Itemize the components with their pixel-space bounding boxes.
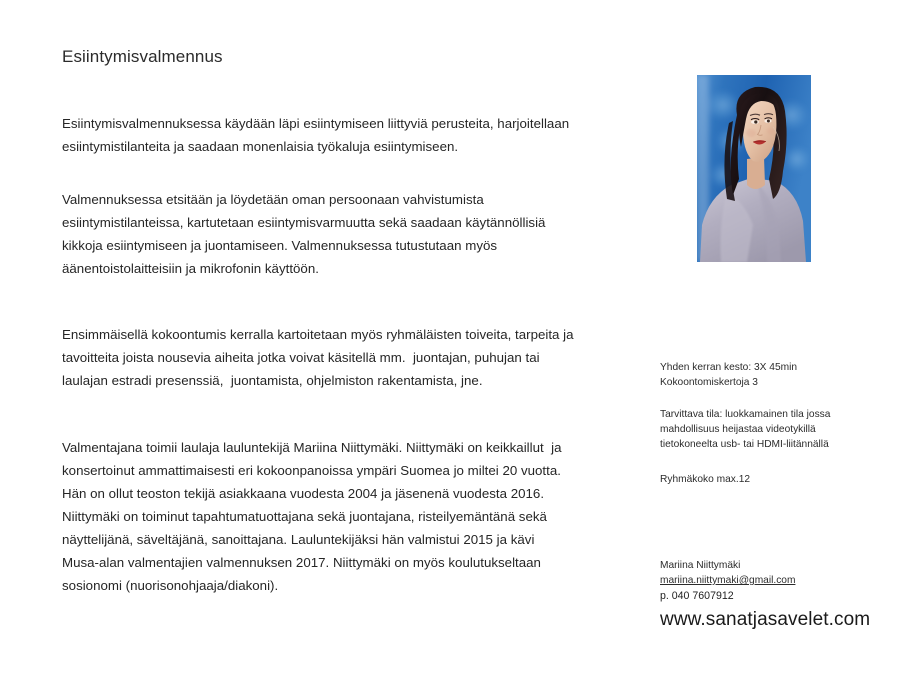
cheek-shading bbox=[767, 128, 775, 135]
contact-email-link[interactable]: mariina.niittymaki@gmail.com bbox=[660, 575, 796, 586]
paragraph-content bbox=[62, 188, 632, 280]
group-size bbox=[660, 472, 910, 487]
detail-line: Kokoontomiskertoja 3 bbox=[660, 377, 758, 388]
contact-website: www.sanatjasavelet.com bbox=[660, 609, 871, 630]
paragraph-spacer bbox=[62, 392, 632, 436]
detail-line: Yhden kerran kesto: 3X 45min bbox=[660, 362, 798, 373]
detail-line: Tarvittava tila: luokkamainen tila jossa bbox=[660, 409, 831, 420]
detail-line: Ryhmäkoko max.12 bbox=[660, 474, 751, 485]
paragraph-line: Ensimmäisellä kokoontumis kerralla kartoitetaan myös ryhmäläisten toiveita, tarpeita ja bbox=[62, 327, 574, 342]
paragraph-first-meeting bbox=[62, 323, 632, 392]
body-text-column bbox=[62, 112, 632, 597]
portrait-photo bbox=[697, 75, 811, 262]
paragraph-intro bbox=[62, 112, 632, 158]
portrait-photo-graphic bbox=[697, 75, 811, 262]
paragraph-line: Valmennuksessa etsitään ja löydetään oman persoonaan vahvistumista bbox=[62, 192, 484, 207]
paragraph-line: esiintymistilanteita ja saadaan monenlaisia työkaluja esiintymiseen. bbox=[62, 139, 459, 154]
contact-block bbox=[660, 558, 910, 632]
paragraph-spacer bbox=[62, 280, 632, 323]
paragraph-line: Hän on ollut teoston tekijä asiakkaana vuodesta 2004 ja jäsenenä vuodesta 2016. bbox=[62, 486, 545, 501]
details-spacer bbox=[660, 452, 910, 472]
detail-line: tietokoneelta usb- tai HDMI-liitännällä bbox=[660, 439, 829, 450]
paragraph-line: Musa-alan valmentajien valmennuksen 2017. Niittymäki on myös koulutukseltaan bbox=[62, 555, 541, 570]
space-requirements bbox=[660, 407, 910, 452]
paragraph-line: kikkoja esiintymiseen ja juontamiseen. Valmennuksessa tutustutaan myös bbox=[62, 238, 498, 253]
cheek-shading bbox=[746, 129, 756, 137]
paragraph-line: Niittymäki on toiminut tapahtumatuottajana sekä juontajana, risteilyemäntänä sekä bbox=[62, 509, 547, 524]
paragraph-line: sosionomi (nuorisonohjaaja/diakoni). bbox=[62, 578, 279, 593]
paragraph-line: näyttelijänä, säveltäjänä, sanoittajana. Lauluntekijäksi hän valmistui 2015 ja kävi bbox=[62, 532, 535, 547]
detail-line: mahdollisuus heijastaa videotykillä bbox=[660, 424, 816, 435]
paragraph-trainer-bio bbox=[62, 436, 632, 597]
paragraph-line: Esiintymisvalmennuksessa käydään läpi esiintymiseen liittyviä perusteita, harjoitellaan bbox=[62, 116, 570, 131]
paragraph-line: tavoitteita joista nousevia aiheita jotka voivat käsitellä mm. juontajan, puhujan tai bbox=[62, 350, 540, 365]
page-title: Esiintymisvalmennus bbox=[62, 47, 223, 66]
paragraph-line: laulajan estradi presenssiä, juontamista, ohjelmiston rakentamista, jne. bbox=[62, 373, 483, 388]
paragraph-spacer bbox=[62, 158, 632, 188]
details-column bbox=[660, 360, 910, 487]
contact-name: Mariina Niittymäki bbox=[660, 560, 741, 571]
paragraph-line: esiintymistilanteissa, kartutetaan esiintymisvarmuutta sekä saadaan käytännöllisiä bbox=[62, 215, 546, 230]
paragraph-line: konsertoinut ammattimaisesti eri kokoonpanoissa ympäri Suomea jo miltei 20 vuotta. bbox=[62, 463, 561, 478]
paragraph-line: äänentoistolaitteisiin ja mikrofonin käyttöön. bbox=[62, 261, 319, 276]
paragraph-line: Valmentajana toimii laulaja lauluntekijä Mariina Niittymäki. Niittymäki on keikkaillut ja bbox=[62, 440, 562, 455]
contact-phone: p. 040 7607912 bbox=[660, 590, 734, 602]
details-spacer bbox=[660, 390, 910, 407]
duration-details bbox=[660, 360, 910, 390]
